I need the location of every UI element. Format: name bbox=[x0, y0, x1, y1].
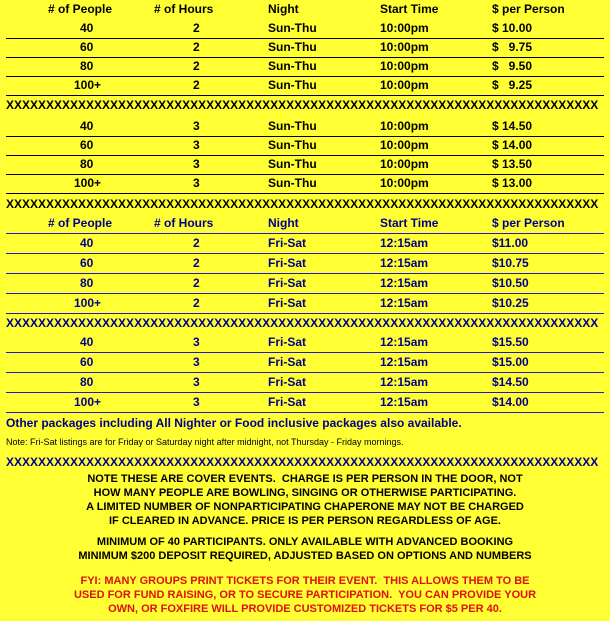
hours-cell: 2 bbox=[193, 256, 200, 270]
start-cell: 12:15am bbox=[380, 355, 429, 369]
price-cell: $ 9.25 bbox=[492, 78, 533, 92]
start-cell: 12:15am bbox=[380, 395, 429, 409]
night-cell: Sun-Thu bbox=[268, 157, 317, 171]
price-cell: $ 9.50 bbox=[492, 59, 533, 73]
start-cell: 12:15am bbox=[380, 256, 429, 270]
hours-cell: 2 bbox=[193, 59, 200, 73]
start-cell: 10:00pm bbox=[380, 59, 429, 73]
cover-note-line: IF CLEARED IN ADVANCE. PRICE IS PER PERSON REGARDLESS OF AGE. bbox=[109, 515, 501, 527]
night-cell: Sun-Thu bbox=[268, 138, 317, 152]
table-row bbox=[6, 117, 604, 137]
fyi-note-line: FYI: MANY GROUPS PRINT TICKETS FOR THEIR EVENT. THIS ALLOWS THEM TO BE bbox=[80, 575, 530, 587]
table-row bbox=[6, 234, 604, 254]
people-cell: 80 bbox=[80, 375, 94, 389]
price-cell: $11.00 bbox=[492, 236, 529, 250]
people-cell: 60 bbox=[80, 138, 94, 152]
hours-cell: 3 bbox=[193, 176, 200, 190]
night-cell: Fri-Sat bbox=[268, 335, 307, 349]
hours-cell: 3 bbox=[193, 395, 200, 409]
night-cell: Sun-Thu bbox=[268, 40, 317, 54]
price-cell: $ 13.00 bbox=[492, 176, 533, 190]
price-cell: $10.75 bbox=[492, 256, 529, 270]
hours-cell: 2 bbox=[193, 21, 200, 35]
header-price: $ per Person bbox=[492, 216, 565, 230]
header-night: Night bbox=[268, 216, 299, 230]
hours-cell: 3 bbox=[193, 119, 200, 133]
hours-cell: 3 bbox=[193, 138, 200, 152]
start-cell: 10:00pm bbox=[380, 119, 429, 133]
hours-cell: 2 bbox=[193, 276, 200, 290]
people-cell: 60 bbox=[80, 40, 94, 54]
night-cell: Fri-Sat bbox=[268, 236, 307, 250]
header-price: $ per Person bbox=[492, 2, 565, 16]
separator: XXXXXXXXXXXXXXXXXXXXXXXXXXXXXXXXXXXXXXXXXXXXXXXXXXXXXXXXXXXXXXXXXXXXXXXXXX bbox=[6, 98, 599, 112]
price-cell: $ 14.00 bbox=[492, 138, 533, 152]
minimum-note-line: MINIMUM OF 40 PARTICIPANTS. ONLY AVAILABLE WITH ADVANCED BOOKING bbox=[96, 536, 514, 548]
header-hours: # of Hours bbox=[154, 216, 214, 230]
other-packages-note: Other packages including All Nighter or Food inclusive packages also available. bbox=[6, 416, 462, 430]
hours-cell: 2 bbox=[193, 78, 200, 92]
minimum-note-line: MINIMUM $200 DEPOSIT REQUIRED, ADJUSTED BASED ON OPTIONS AND NUMBERS bbox=[78, 550, 532, 562]
header-people: # of People bbox=[48, 216, 113, 230]
people-cell: 100+ bbox=[74, 296, 102, 310]
night-cell: Fri-Sat bbox=[268, 296, 307, 310]
night-cell: Sun-Thu bbox=[268, 119, 317, 133]
start-cell: 10:00pm bbox=[380, 78, 429, 92]
table-row bbox=[6, 174, 604, 194]
night-cell: Sun-Thu bbox=[268, 21, 317, 35]
table-row bbox=[6, 274, 604, 294]
people-cell: 40 bbox=[80, 236, 94, 250]
hours-cell: 3 bbox=[193, 375, 200, 389]
table-row bbox=[6, 353, 604, 373]
night-cell: Sun-Thu bbox=[268, 176, 317, 190]
table-row bbox=[6, 38, 604, 58]
fri-sat-note: Note: Fri-Sat listings are for Friday or Saturday night after midnight, not Thursday - Friday mornings. bbox=[6, 437, 404, 447]
price-cell: $ 10.00 bbox=[492, 21, 533, 35]
people-cell: 40 bbox=[80, 21, 94, 35]
header-night: Night bbox=[268, 2, 299, 16]
header-row-sun-thu bbox=[6, 0, 604, 19]
minimum-note bbox=[0, 535, 610, 563]
people-cell: 80 bbox=[80, 59, 94, 73]
header-hours: # of Hours bbox=[154, 2, 214, 16]
hours-cell: 2 bbox=[193, 296, 200, 310]
separator: XXXXXXXXXXXXXXXXXXXXXXXXXXXXXXXXXXXXXXXXXXXXXXXXXXXXXXXXXXXXXXXXXXXXXXXXXX bbox=[6, 197, 599, 211]
price-cell: $14.00 bbox=[492, 395, 529, 409]
table-row bbox=[6, 155, 604, 175]
price-cell: $ 13.50 bbox=[492, 157, 533, 171]
cover-note-line: HOW MANY PEOPLE ARE BOWLING, SINGING OR OTHERWISE PARTICIPATING. bbox=[93, 487, 517, 499]
header-start-time: Start Time bbox=[380, 2, 439, 16]
night-cell: Fri-Sat bbox=[268, 395, 307, 409]
people-cell: 60 bbox=[80, 355, 94, 369]
table-row bbox=[6, 333, 604, 353]
table-row bbox=[6, 136, 604, 156]
hours-cell: 2 bbox=[193, 236, 200, 250]
cover-events-note bbox=[0, 472, 610, 528]
people-cell: 100+ bbox=[74, 176, 102, 190]
header-start-time: Start Time bbox=[380, 216, 439, 230]
start-cell: 12:15am bbox=[380, 296, 429, 310]
table-row bbox=[6, 76, 604, 96]
fyi-note-line: OWN, OR FOXFIRE WILL PROVIDE CUSTOMIZED TICKETS FOR $5 PER 40. bbox=[108, 603, 502, 615]
night-cell: Fri-Sat bbox=[268, 276, 307, 290]
header-row-fri-sat bbox=[6, 214, 604, 234]
start-cell: 12:15am bbox=[380, 335, 429, 349]
table-row bbox=[6, 373, 604, 393]
night-cell: Fri-Sat bbox=[268, 355, 307, 369]
people-cell: 100+ bbox=[74, 78, 102, 92]
table-row bbox=[6, 393, 604, 413]
hours-cell: 3 bbox=[193, 355, 200, 369]
start-cell: 12:15am bbox=[380, 375, 429, 389]
price-cell: $15.00 bbox=[492, 355, 529, 369]
people-cell: 100+ bbox=[74, 395, 102, 409]
price-cell: $ 9.75 bbox=[492, 40, 533, 54]
table-row bbox=[6, 57, 604, 77]
start-cell: 12:15am bbox=[380, 276, 429, 290]
hours-cell: 3 bbox=[193, 157, 200, 171]
separator: XXXXXXXXXXXXXXXXXXXXXXXXXXXXXXXXXXXXXXXXXXXXXXXXXXXXXXXXXXXXXXXXXXXXXXXXXX bbox=[6, 316, 599, 330]
start-cell: 12:15am bbox=[380, 236, 429, 250]
people-cell: 40 bbox=[80, 335, 94, 349]
price-cell: $ 14.50 bbox=[492, 119, 533, 133]
night-cell: Sun-Thu bbox=[268, 59, 317, 73]
start-cell: 10:00pm bbox=[380, 157, 429, 171]
start-cell: 10:00pm bbox=[380, 176, 429, 190]
header-people: # of People bbox=[48, 2, 113, 16]
start-cell: 10:00pm bbox=[380, 40, 429, 54]
start-cell: 10:00pm bbox=[380, 21, 429, 35]
price-cell: $10.50 bbox=[492, 276, 529, 290]
fyi-note-line: USED FOR FUND RAISING, OR TO SECURE PARTICIPATION. YOU CAN PROVIDE YOUR bbox=[73, 589, 537, 601]
people-cell: 80 bbox=[80, 157, 94, 171]
cover-note-line: NOTE THESE ARE COVER EVENTS. CHARGE IS PER PERSON IN THE DOOR, NOT bbox=[87, 473, 523, 485]
price-cell: $10.25 bbox=[492, 296, 529, 310]
table-row bbox=[6, 254, 604, 274]
table-row bbox=[6, 294, 604, 314]
people-cell: 80 bbox=[80, 276, 94, 290]
price-cell: $14.50 bbox=[492, 375, 529, 389]
night-cell: Fri-Sat bbox=[268, 256, 307, 270]
people-cell: 60 bbox=[80, 256, 94, 270]
fyi-note bbox=[0, 574, 610, 616]
separator: XXXXXXXXXXXXXXXXXXXXXXXXXXXXXXXXXXXXXXXXXXXXXXXXXXXXXXXXXXXXXXXXXXXXXXXXXX bbox=[6, 455, 599, 469]
price-cell: $15.50 bbox=[492, 335, 529, 349]
people-cell: 40 bbox=[80, 119, 94, 133]
cover-note-line: A LIMITED NUMBER OF NONPARTICIPATING CHAPERONE MAY NOT BE CHARGED bbox=[86, 501, 524, 513]
table-row bbox=[6, 19, 604, 39]
hours-cell: 2 bbox=[193, 40, 200, 54]
start-cell: 10:00pm bbox=[380, 138, 429, 152]
hours-cell: 3 bbox=[193, 335, 200, 349]
night-cell: Fri-Sat bbox=[268, 375, 307, 389]
night-cell: Sun-Thu bbox=[268, 78, 317, 92]
